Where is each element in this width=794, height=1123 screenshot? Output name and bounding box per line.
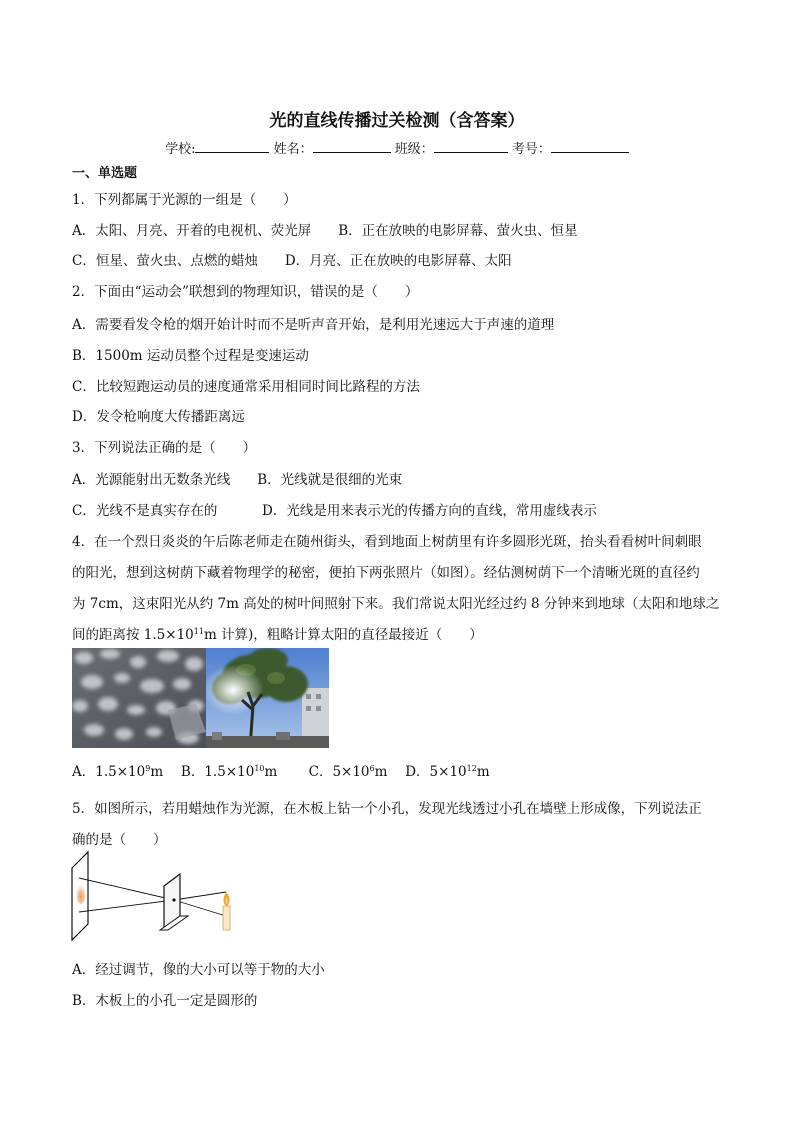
q2-stem: 2．下面由“运动会”联想到的物理知识，错误的是（ ） xyxy=(72,284,419,300)
q4-option-d-exp: 12 xyxy=(466,764,477,773)
light-ray xyxy=(79,900,174,912)
q1-options-cd: C．恒星、萤火虫、点燃的蜡烛 D．月亮、正在放映的电影屏幕、太阳 xyxy=(72,253,512,269)
page-title: 光的直线传播过关检测（含答案） xyxy=(269,111,525,131)
number-label: 考号： xyxy=(511,142,551,157)
q5-line-1: 5．如图所示，若用蜡烛作为光源，在木板上钻一个小孔，发现光线透过小孔在墙壁上形成像，下列说法正 xyxy=(72,801,702,817)
section-heading: 一、单选题 xyxy=(72,166,138,181)
q1-options-ab: A．太阳、月亮、开着的电视机、荧光屏 B．正在放映的电影屏幕、萤火虫、恒星 xyxy=(72,223,578,239)
q4-option-c-exp: 6 xyxy=(369,764,375,773)
q4-option-b-exp: 10 xyxy=(254,764,265,773)
q3-stem: 3．下列说法正确的是（ ） xyxy=(72,440,257,456)
q4-line-4-pre: 间的距离按 1.5×10 xyxy=(72,627,194,643)
q4-line-2: 的阳光，想到这树荫下藏着物理学的秘密，便拍下两张照片（如图）。经估测树荫下一个清晰光斑的直径约 xyxy=(72,565,700,581)
q2-option-b: B．1500m 运动员整个过程是变速运动 xyxy=(72,348,309,364)
q4-option-d: D．5×10 xyxy=(405,764,467,780)
q4-line-4-post: m 计算)，粗略计算太阳的直径最接近（ ） xyxy=(203,627,483,643)
tree-sky-photo xyxy=(206,648,329,748)
pinhole xyxy=(172,898,175,901)
q4-option-c-unit: m xyxy=(374,764,388,780)
student-info-line xyxy=(0,138,794,157)
q1-stem: 1．下列都属于光源的一组是（ ） xyxy=(72,192,297,208)
q4-option-a-unit: m xyxy=(150,764,164,780)
q2-option-d: D．发令枪响度大传播距离远 xyxy=(72,409,245,425)
name-label: 姓名： xyxy=(273,142,313,157)
q5-option-b: B．木板上的小孔一定是圆形的 xyxy=(72,993,258,1009)
school-blank xyxy=(195,140,269,153)
class-label: 班级： xyxy=(394,142,434,157)
q4-option-a-exp: 9 xyxy=(145,764,151,773)
q5-option-a: A．经过调节，像的大小可以等于物的大小 xyxy=(72,962,325,978)
q4-option-c: C．5×10 xyxy=(308,764,370,780)
name-blank xyxy=(313,140,391,153)
candle xyxy=(223,906,230,930)
q4-option-d-unit: m xyxy=(476,764,490,780)
q4-line-4-exp: 11 xyxy=(193,627,204,636)
light-spots-photo xyxy=(72,648,206,748)
q5-line-2: 确的是（ ） xyxy=(72,832,167,848)
pinhole-diagram xyxy=(70,850,240,942)
q4-line-3: 为 7cm，这束阳光从约 7m 高处的树叶间照射下来。我们常说太阳光经过约 8 分钟来到地球（太阳和地球之 xyxy=(72,596,720,612)
q3-option-c: C．光线不是真实存在的 xyxy=(72,503,218,519)
q4-option-a: A．1.5×10 xyxy=(72,764,146,780)
inverted-image xyxy=(77,886,86,904)
q4-line-4 xyxy=(72,623,483,643)
light-ray xyxy=(79,878,174,900)
light-ray xyxy=(174,892,226,900)
number-blank xyxy=(551,140,629,153)
q2-option-a: A．需要看发令枪的烟开始计时而不是听声音开始，是利用光速远大于声速的道理 xyxy=(72,317,555,333)
q3-option-d: D．光线是用来表示光的传播方向的直线，常用虚线表示 xyxy=(262,503,597,519)
q2-option-c: C．比较短跑运动员的速度通常采用相同时间比路程的方法 xyxy=(72,379,420,395)
q3-options-ab: A．光源能射出无数条光线 B．光线就是很细的光束 xyxy=(72,472,403,488)
q4-option-b-unit: m xyxy=(264,764,278,780)
q4-option-b: B．1.5×10 xyxy=(180,764,255,780)
light-ray xyxy=(174,900,226,916)
q4-line-1: 4．在一个烈日炎炎的午后陈老师走在随州街头，看到地面上树荫里有许多圆形光斑，抬头看看树叶间刺眼 xyxy=(72,534,702,550)
school-label: 学校: xyxy=(165,142,196,157)
class-blank xyxy=(434,140,508,153)
q4-options xyxy=(72,760,490,780)
